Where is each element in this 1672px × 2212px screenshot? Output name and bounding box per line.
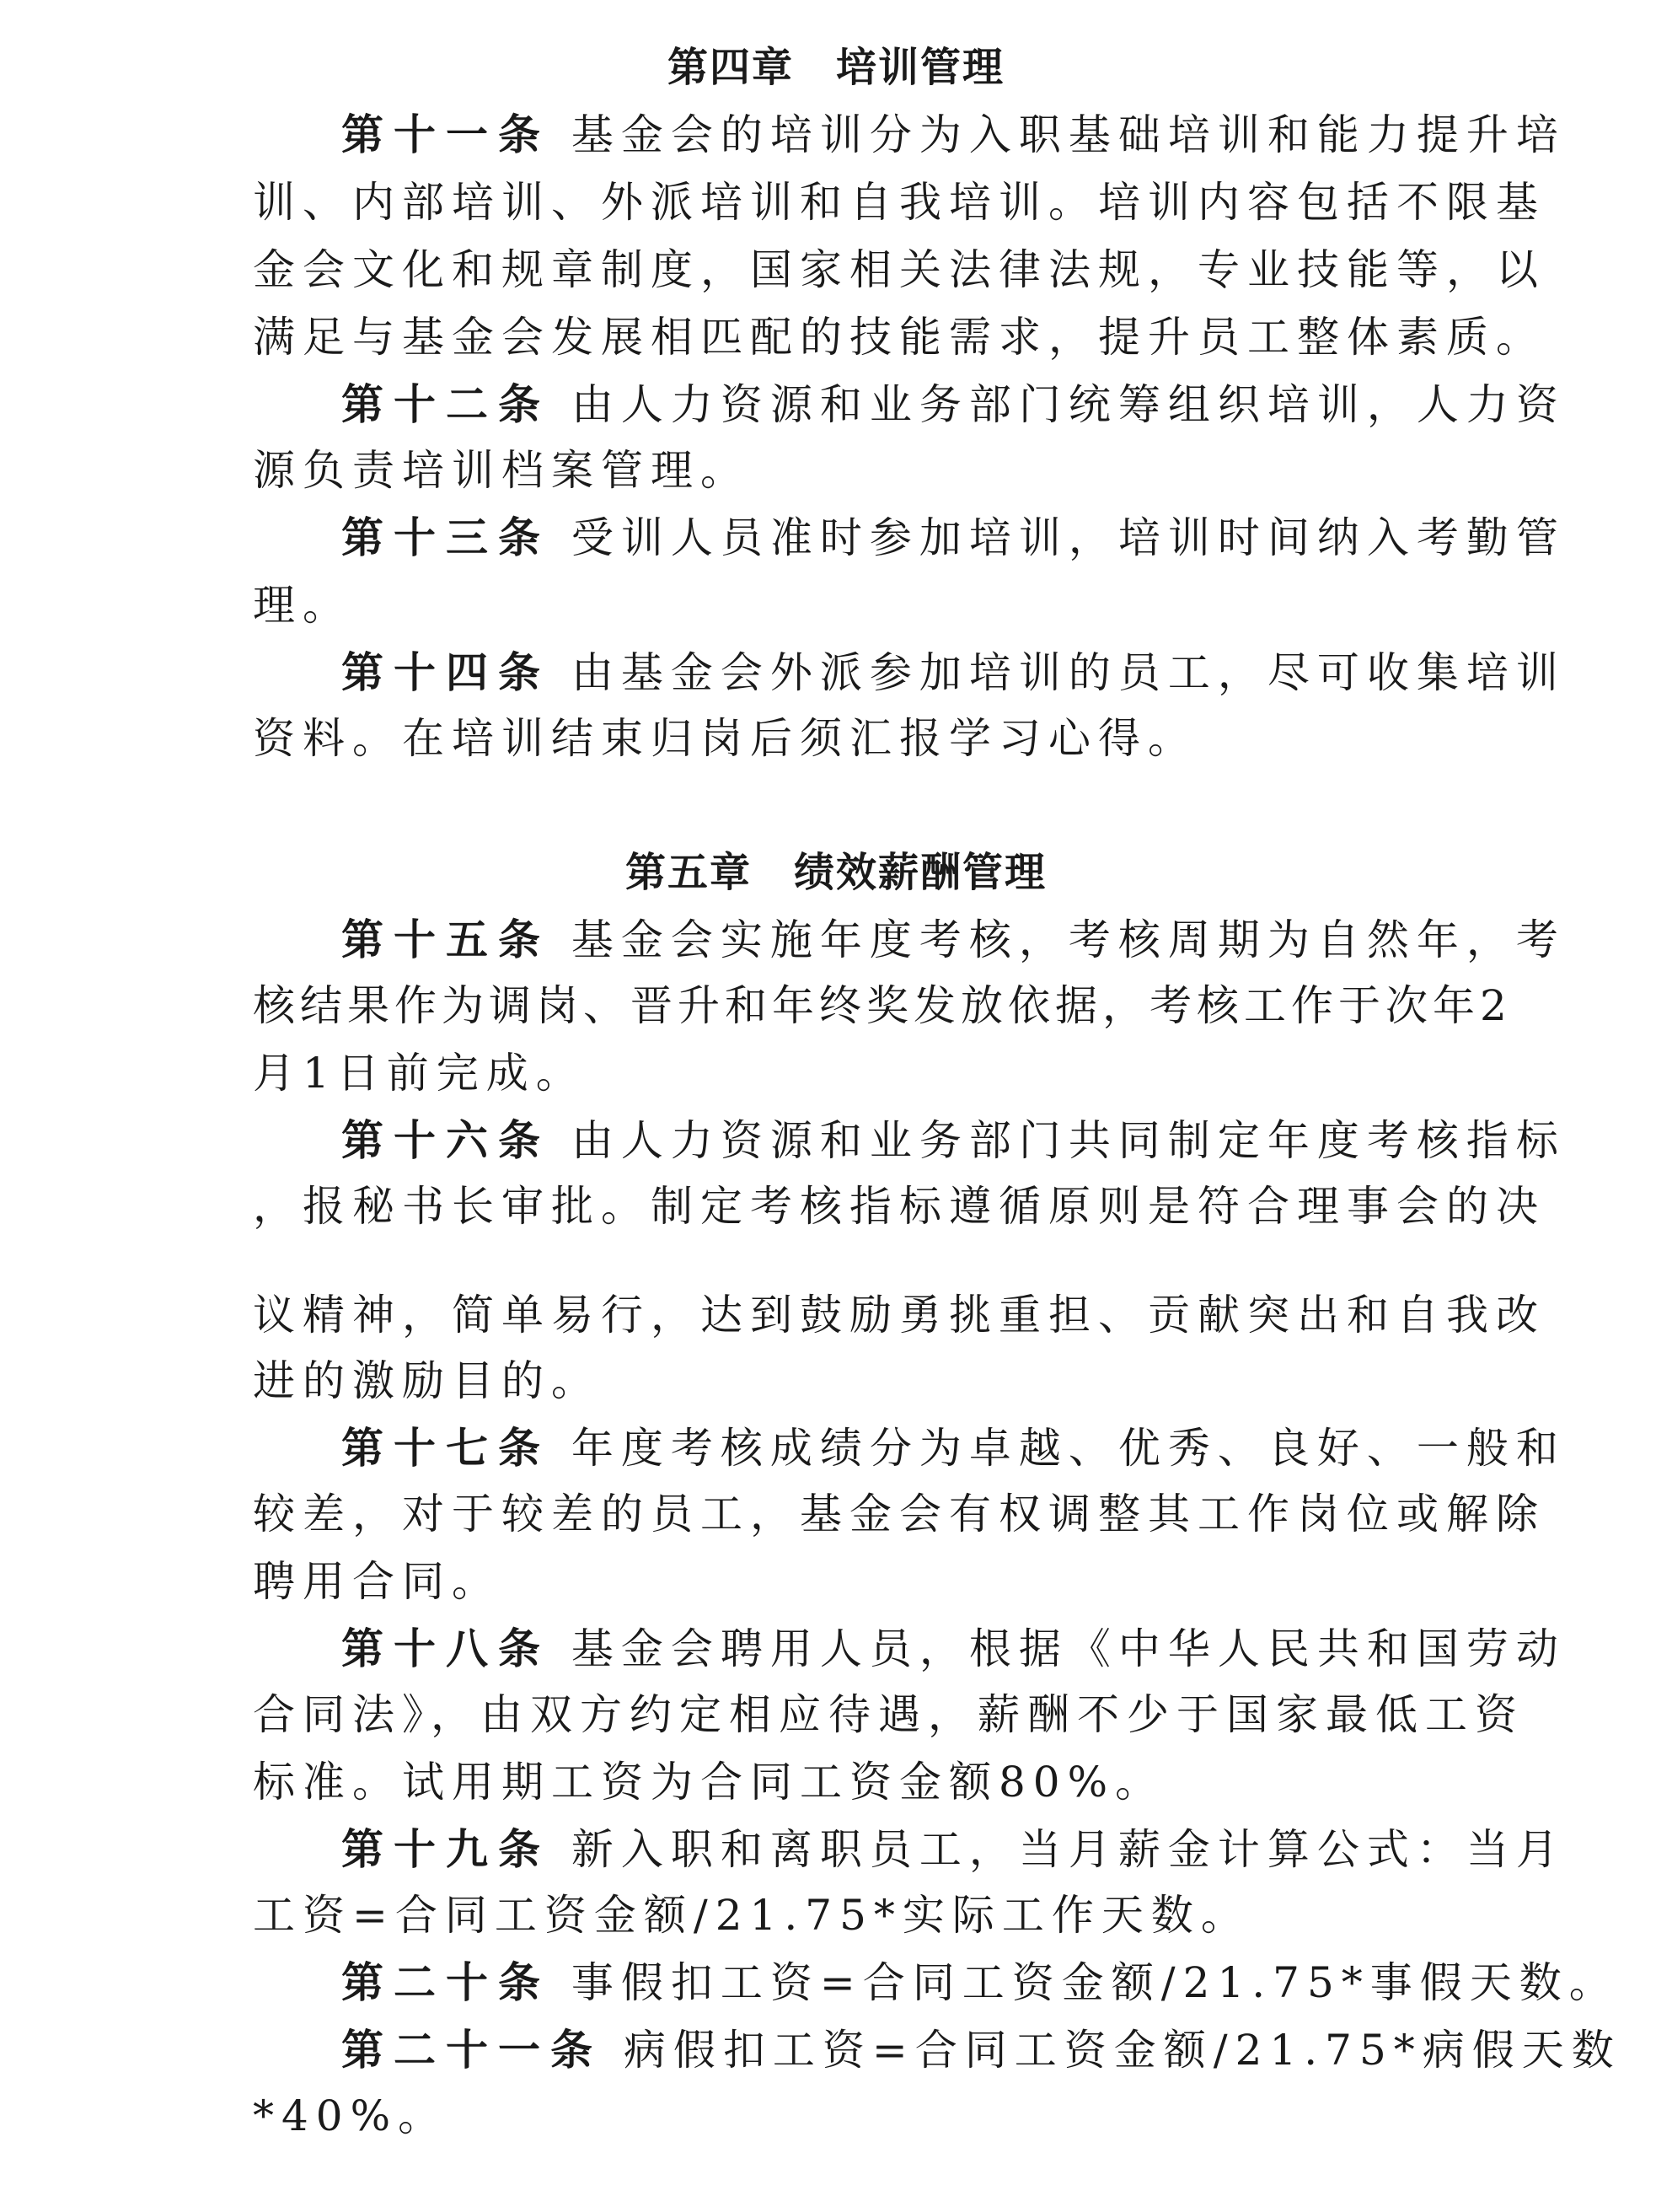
- article-line: 第十五条 基金会实施年度考核，考核周期为自然年，考: [341, 915, 1566, 964]
- paragraph-line: 训、内部培训、外派培训和自我培训。培训内容包括不限基: [253, 178, 1546, 227]
- article-line: 第十九条 新入职和离职员工，当月薪金计算公式：当月: [341, 1824, 1566, 1874]
- paragraph-line: 核结果作为调岗、晋升和年终奖发放依据，考核工作于次年2: [253, 981, 1512, 1030]
- article-line: 第十七条 年度考核成绩分为卓越、优秀、良好、一般和: [341, 1423, 1566, 1473]
- paragraph-line: 聘用合同。: [253, 1557, 501, 1606]
- paragraph-line: 源负责培训档案管理。: [253, 446, 750, 495]
- paragraph-line: 议精神，简单易行，达到鼓励勇挑重担、贡献突出和自我改: [253, 1291, 1546, 1340]
- chapter-heading: 第五章 绩效薪酬管理: [624, 849, 1047, 896]
- paragraph-line: 资料。在培训结束归岗后须汇报学习心得。: [253, 714, 1198, 763]
- article-line: 第二十一条 病假扣工资=合同工资金额/21.75*病假天数: [341, 2025, 1621, 2075]
- article-line: 第十四条 由基金会外派参加培训的员工，尽可收集培训: [341, 647, 1566, 697]
- paragraph-line: ，报秘书长审批。制定考核指标遵循原则是符合理事会的决: [253, 1182, 1546, 1231]
- paragraph-line: 进的激励目的。: [253, 1356, 601, 1405]
- paragraph-line: 理。: [253, 581, 352, 630]
- paragraph-line: 合同法》，由双方约定相应待遇，薪酬不少于国家最低工资: [253, 1690, 1525, 1739]
- paragraph-line: *40%。: [253, 2091, 448, 2140]
- article-line: 第十三条 受训人员准时参加培训，培训时间纳入考勤管: [341, 513, 1566, 562]
- chapter-heading: 第四章 培训管理: [667, 44, 1005, 91]
- article-line: 第二十条 事假扣工资=合同工资金额/21.75*事假天数。: [341, 1957, 1619, 2007]
- paragraph-line: 工资=合同工资金额/21.75*实际工作天数。: [253, 1891, 1251, 1940]
- article-line: 第十二条 由人力资源和业务部门统筹组织培训，人力资: [341, 379, 1566, 429]
- paragraph-line: 月1日前完成。: [253, 1049, 586, 1098]
- paragraph-line: 金会文化和规章制度，国家相关法律法规，专业技能等，以: [253, 245, 1546, 294]
- paragraph-line: 满足与基金会发展相匹配的技能需求，提升员工整体素质。: [253, 313, 1546, 362]
- article-line: 第十八条 基金会聘用人员，根据《中华人民共和国劳动: [341, 1624, 1566, 1673]
- article-line: 第十一条 基金会的培训分为入职基础培训和能力提升培: [341, 110, 1566, 159]
- article-line: 第十六条 由人力资源和业务部门共同制定年度考核指标: [341, 1115, 1566, 1165]
- paragraph-line: 较差，对于较差的员工，基金会有权调整其工作岗位或解除: [253, 1490, 1546, 1538]
- paragraph-line: 标准。试用期工资为合同工资金额80%。: [253, 1758, 1166, 1807]
